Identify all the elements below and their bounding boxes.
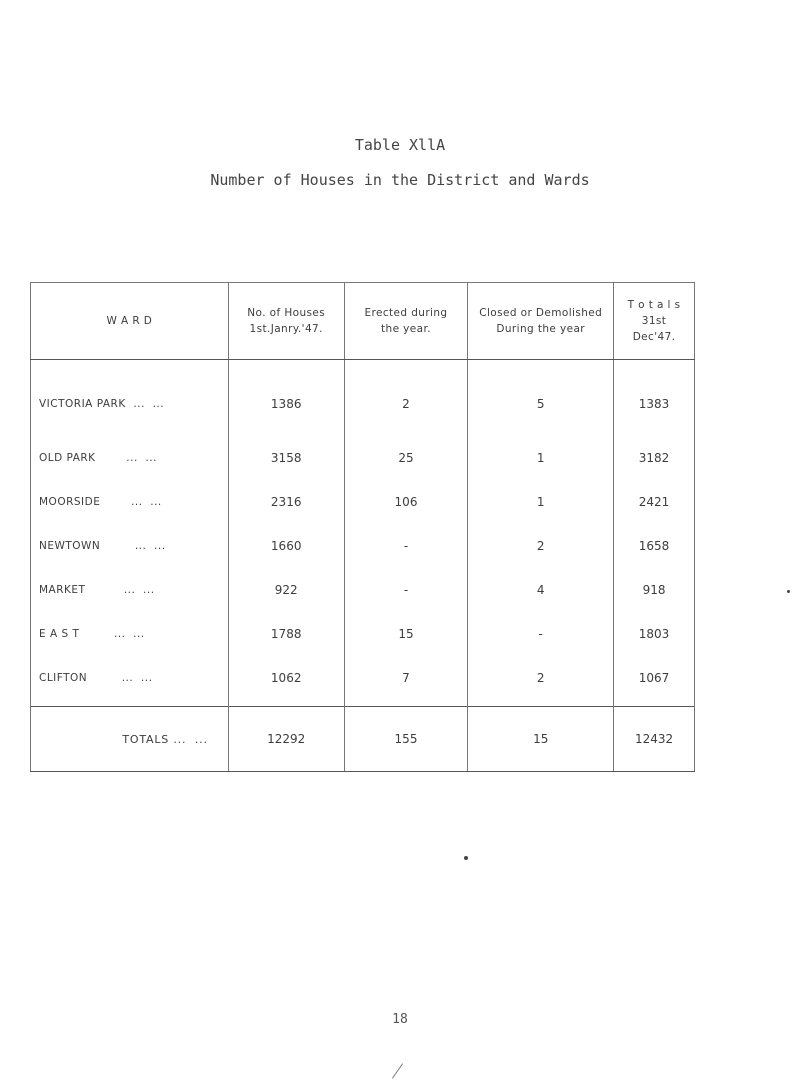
houses-cell: 922: [228, 568, 344, 612]
erected-cell: 2: [344, 360, 468, 437]
header-houses-line-1: No. of Houses: [247, 307, 326, 319]
ward-name: VICTORIA PARK ... ...: [31, 360, 229, 437]
totals-label: TOTALS ... ...: [31, 707, 229, 772]
header-row: [31, 283, 695, 360]
erected-cell: 7: [344, 656, 468, 707]
header-houses-line-2: 1st.Janry.'47.: [249, 323, 323, 335]
totals-closed: 15: [468, 707, 614, 772]
header-closed: [468, 283, 614, 360]
pencil-mark: [392, 1063, 403, 1078]
header-erected-line-2: the year.: [381, 323, 431, 335]
header-ward-line: W A R D: [106, 315, 153, 327]
table-row: [31, 612, 695, 656]
table-row: [31, 524, 695, 568]
header-houses: [228, 283, 344, 360]
header-closed-line-1: Closed or Demolished: [479, 307, 603, 319]
ward-name: CLIFTON ... ...: [31, 656, 229, 707]
erected-cell: -: [344, 568, 468, 612]
header-totals-line-1: T o t a l s: [627, 299, 681, 311]
closed-cell: -: [468, 612, 614, 656]
ward-name: MARKET ... ...: [31, 568, 229, 612]
table-subtitle: Number of Houses in the District and Wards: [210, 171, 590, 189]
total-cell: 1658: [614, 524, 695, 568]
houses-cell: 1386: [228, 360, 344, 437]
table-row: [31, 436, 695, 480]
houses-cell: 1788: [228, 612, 344, 656]
houses-cell: 1660: [228, 524, 344, 568]
closed-cell: 1: [468, 480, 614, 524]
table-row: [31, 568, 695, 612]
total-cell: 3182: [614, 436, 695, 480]
total-cell: 918: [614, 568, 695, 612]
header-erected-line-1: Erected during: [364, 307, 448, 319]
header-totals-line-2: 31st Dec'47.: [632, 315, 676, 343]
header-totals: [614, 283, 695, 360]
header-ward: [31, 283, 229, 360]
header-erected: [344, 283, 468, 360]
closed-cell: 2: [468, 524, 614, 568]
table-row: [31, 656, 695, 707]
ward-name: E A S T ... ...: [31, 612, 229, 656]
totals-row: [31, 707, 695, 772]
total-cell: 1067: [614, 656, 695, 707]
houses-cell: 2316: [228, 480, 344, 524]
ward-name: NEWTOWN ... ...: [31, 524, 229, 568]
closed-cell: 5: [468, 360, 614, 437]
totals-houses: 12292: [228, 707, 344, 772]
closed-cell: 1: [468, 436, 614, 480]
table-row: [31, 480, 695, 524]
ink-speck: [787, 590, 790, 593]
ward-name: OLD PARK ... ...: [31, 436, 229, 480]
totals-total: 12432: [614, 707, 695, 772]
closed-cell: 4: [468, 568, 614, 612]
table-title: Table XllA: [354, 136, 446, 154]
table-row: [31, 360, 695, 437]
erected-cell: -: [344, 524, 468, 568]
ink-speck: [464, 856, 468, 860]
ward-name: MOORSIDE ... ...: [31, 480, 229, 524]
erected-cell: 15: [344, 612, 468, 656]
houses-table: [30, 282, 695, 772]
houses-cell: 3158: [228, 436, 344, 480]
houses-cell: 1062: [228, 656, 344, 707]
closed-cell: 2: [468, 656, 614, 707]
page-number: 18: [392, 1012, 408, 1027]
header-closed-line-2: During the year: [496, 323, 586, 335]
totals-erected: 155: [344, 707, 468, 772]
erected-cell: 106: [344, 480, 468, 524]
total-cell: 2421: [614, 480, 695, 524]
total-cell: 1383: [614, 360, 695, 437]
total-cell: 1803: [614, 612, 695, 656]
erected-cell: 25: [344, 436, 468, 480]
